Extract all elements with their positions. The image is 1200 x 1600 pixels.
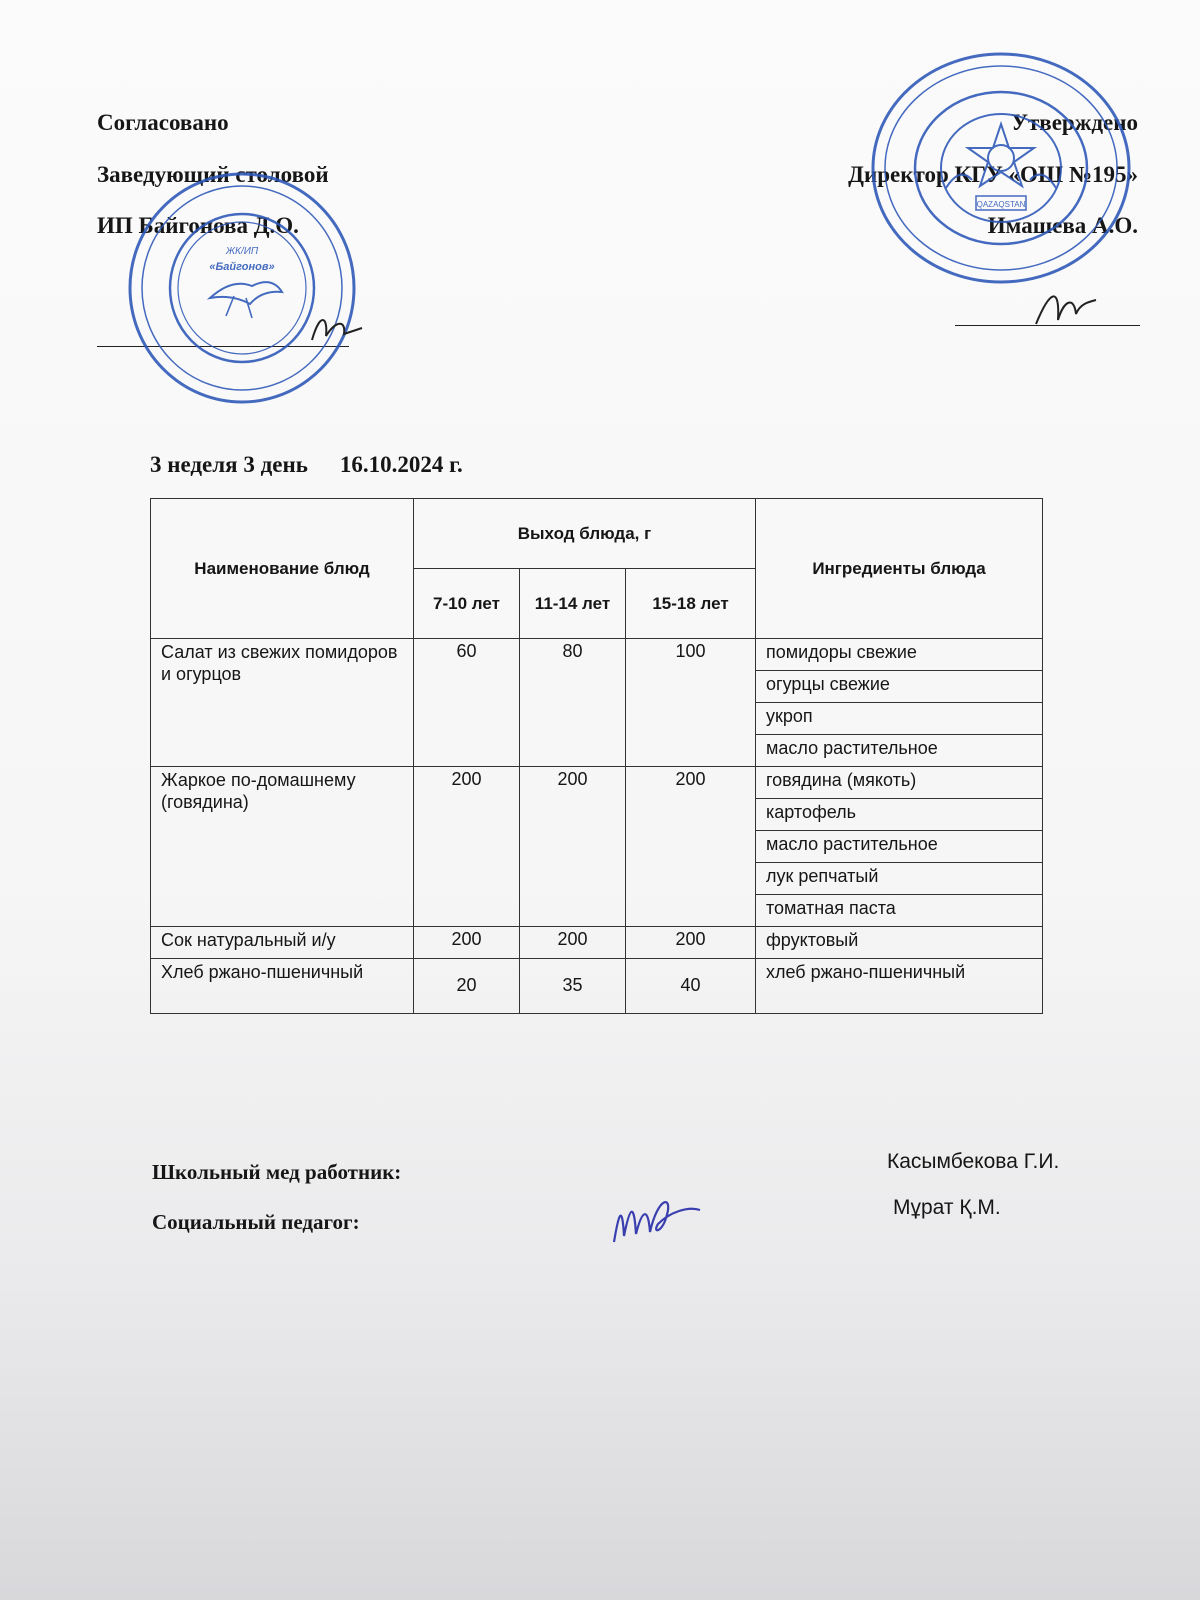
nurse-label: Школьный мед работник: — [152, 1160, 402, 1184]
ingredient: фруктовый — [756, 927, 1043, 959]
yield-value: 60 — [414, 639, 520, 767]
menu-table-body — [151, 639, 1043, 1014]
ingredient: томатная паста — [756, 895, 1043, 927]
yield-value: 20 — [414, 959, 520, 1014]
yield-value: 35 — [520, 959, 626, 1014]
approval-left-label: Согласовано — [97, 110, 229, 135]
social-pedagogue-label: Социальный педагог: — [152, 1210, 360, 1234]
header-ingredients: Ингредиенты блюда — [756, 499, 1043, 639]
approval-right-name: Имашева А.О. — [987, 213, 1138, 238]
right-signature — [1030, 280, 1100, 334]
ingredient: помидоры свежие — [756, 639, 1043, 671]
ingredient: огурцы свежие — [756, 671, 1043, 703]
ingredient: масло растительное — [756, 831, 1043, 863]
approval-right-label: Утверждено — [1011, 110, 1138, 135]
ingredient: масло растительное — [756, 735, 1043, 767]
svg-text:ЖК/ИП: ЖК/ИП — [225, 246, 259, 257]
nurse-name: Касымбекова Г.И. — [887, 1150, 1060, 1173]
ip-stamp — [122, 168, 362, 408]
yield-value: 200 — [520, 767, 626, 927]
ingredient: картофель — [756, 799, 1043, 831]
menu-title — [150, 452, 463, 478]
yield-value: 200 — [626, 927, 756, 959]
header-age-7-10: 7-10 лет — [414, 569, 520, 639]
menu-table — [150, 498, 1043, 1014]
social-pedagogue-name: Мұрат Қ.М. — [893, 1196, 1001, 1219]
ingredient: хлеб ржано-пшеничный — [756, 959, 1043, 1014]
yield-value: 200 — [520, 927, 626, 959]
yield-value: 80 — [520, 639, 626, 767]
school-stamp — [868, 48, 1134, 288]
header-age-15-18: 15-18 лет — [626, 569, 756, 639]
yield-value: 200 — [414, 767, 520, 927]
yield-value: 100 — [626, 639, 756, 767]
yield-value: 200 — [414, 927, 520, 959]
table-row — [151, 927, 1043, 959]
approval-left-name: ИП Байгонова Д.О. — [97, 213, 299, 238]
ingredient: говядина (мякоть) — [756, 767, 1043, 799]
dish-name: Хлеб ржано-пшеничный — [151, 959, 414, 1014]
header-age-11-14: 11-14 лет — [520, 569, 626, 639]
social-pedagogue-signature — [608, 1188, 708, 1254]
menu-date: 16.10.2024 г. — [339, 452, 463, 477]
approval-left-position: Заведующий столовой — [97, 162, 329, 187]
table-row — [151, 639, 1043, 671]
ingredient: укроп — [756, 703, 1043, 735]
svg-text:«Байгонов»: «Байгонов» — [209, 261, 275, 273]
yield-value: 200 — [626, 767, 756, 927]
dish-name: Салат из свежих помидоров и огурцов — [151, 639, 414, 767]
ingredient: лук репчатый — [756, 863, 1043, 895]
yield-value: 40 — [626, 959, 756, 1014]
header-dish: Наименование блюд — [151, 499, 414, 639]
left-signature — [306, 306, 366, 350]
dish-name: Жаркое по-домашнему (говядина) — [151, 767, 414, 927]
approval-right-position: Директор КГУ «ОШ №195» — [848, 162, 1138, 187]
week-day: 3 неделя 3 день — [150, 452, 308, 477]
table-row — [151, 959, 1043, 1014]
header-yield: Выход блюда, г — [414, 499, 756, 569]
dish-name: Сок натуральный и/у — [151, 927, 414, 959]
svg-text:QAZAQSTAN: QAZAQSTAN — [976, 200, 1026, 209]
table-row — [151, 767, 1043, 799]
